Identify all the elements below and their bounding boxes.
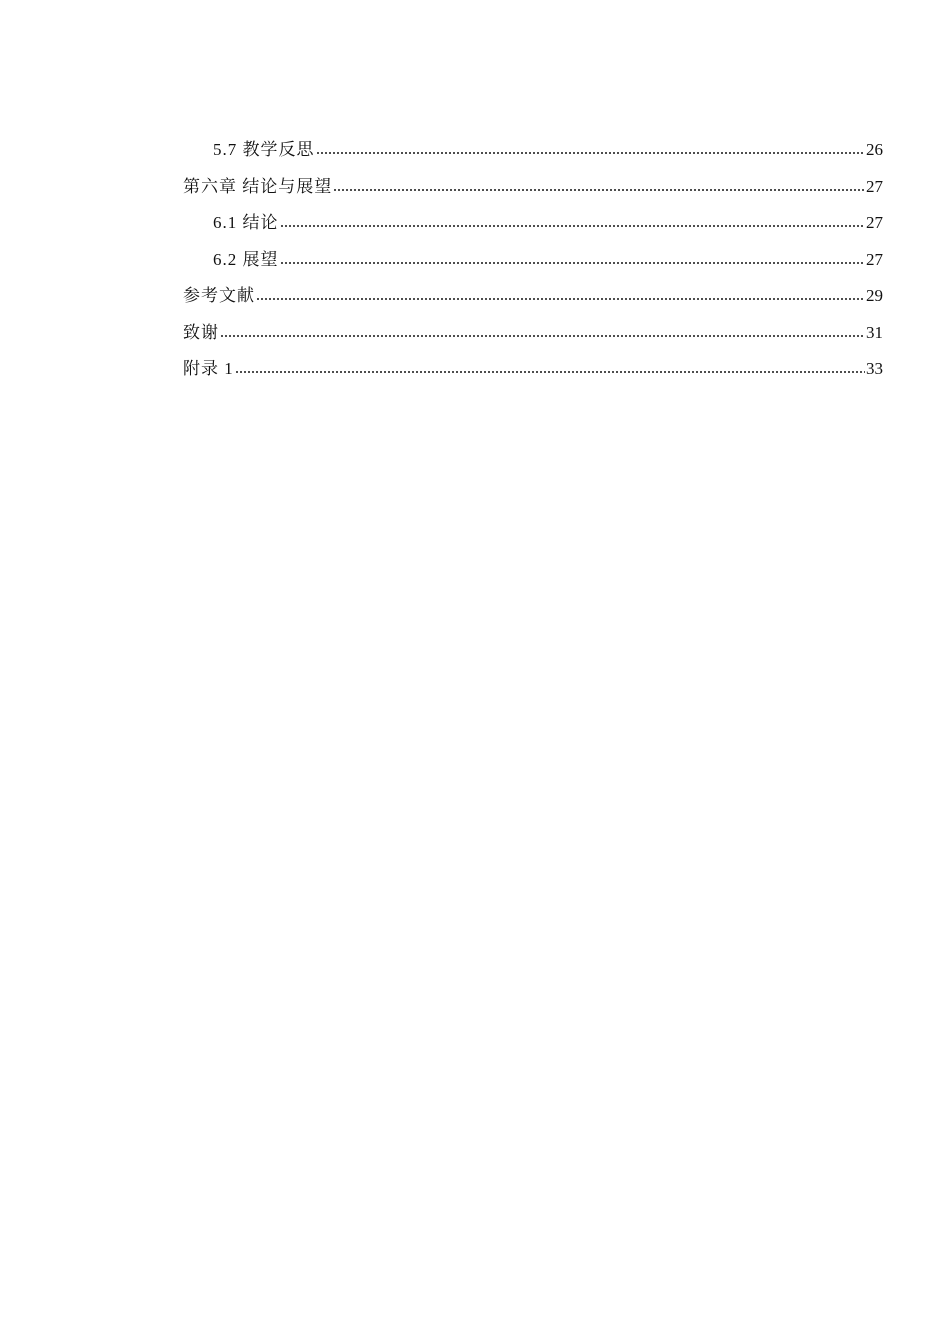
toc-entry-title: 5.7 教学反思 (213, 140, 315, 159)
toc-entry-6-2[interactable] (183, 247, 883, 284)
toc-entry-page-number: 27 (866, 213, 883, 232)
toc-entry-title: 第六章 结论与展望 (183, 176, 333, 196)
toc-entry-references[interactable] (183, 283, 883, 320)
toc-dot-leader (256, 298, 865, 300)
toc-entry-page-number: 33 (866, 359, 883, 378)
toc-dot-leader (316, 152, 866, 154)
toc-dot-leader (280, 225, 866, 227)
toc-entry-title: 参考文献 (183, 286, 255, 305)
toc-dot-leader (220, 335, 865, 337)
toc-entry-title: 6.1 结论 (213, 213, 279, 232)
toc-dot-leader (235, 371, 865, 373)
toc-entry-5-7[interactable] (183, 137, 883, 174)
toc-entry-acknowledgements[interactable] (183, 320, 883, 357)
toc-entry-appendix-1[interactable] (183, 356, 883, 393)
toc-dot-leader (333, 189, 865, 191)
toc-entry-page-number: 27 (866, 249, 883, 269)
toc-dot-leader (280, 262, 866, 264)
toc-entry-page-number: 27 (866, 176, 883, 196)
toc-entry-chapter-6[interactable] (183, 174, 883, 211)
toc-entry-page-number: 29 (866, 286, 883, 305)
toc-entry-page-number: 26 (866, 140, 883, 159)
toc-entry-title: 6.2 展望 (213, 249, 279, 269)
toc-entry-6-1[interactable] (183, 210, 883, 247)
table-of-contents (183, 137, 883, 393)
toc-entry-page-number: 31 (866, 322, 883, 342)
toc-entry-title: 致谢 (183, 322, 219, 342)
toc-entry-title: 附录 1 (183, 359, 234, 378)
